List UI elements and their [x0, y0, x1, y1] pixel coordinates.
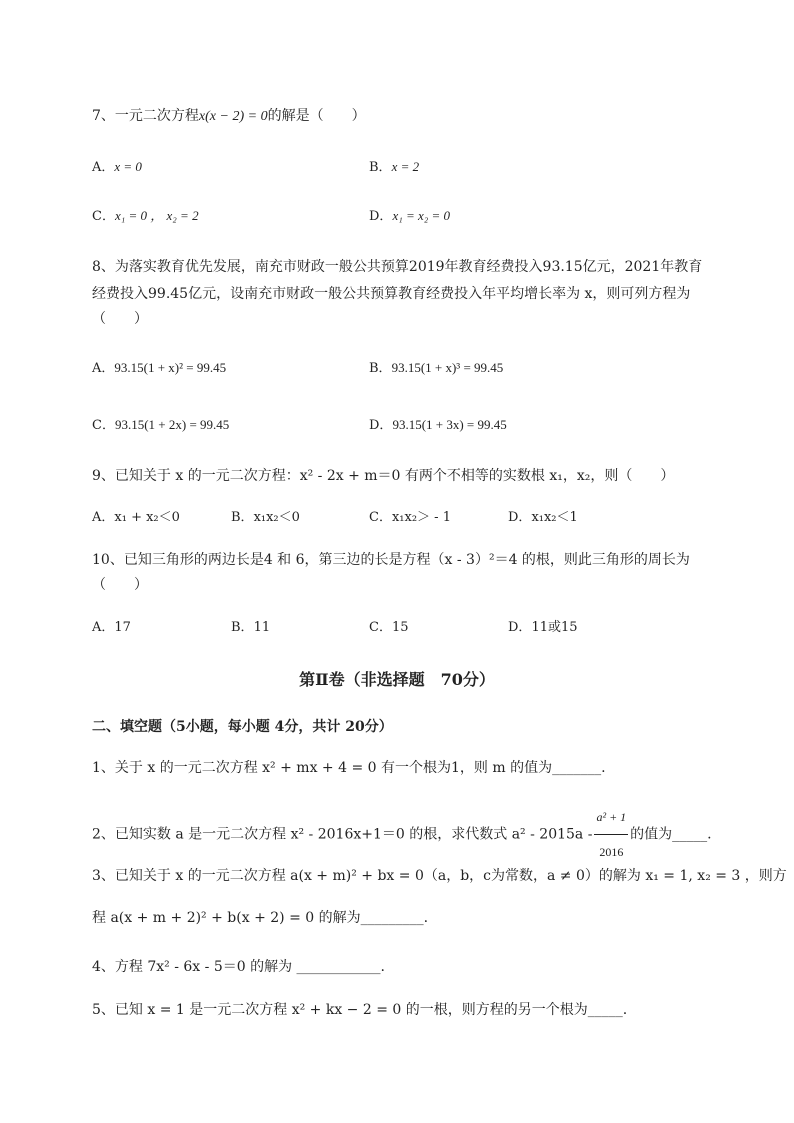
q8-option-c: C．93.15(1 + 2x) = 99.45 [92, 417, 230, 433]
q9-option-c: C．x₁x₂＞ - 1 [369, 510, 451, 525]
fill-q5: 5、已知 x = 1 是一元二次方程 x² + kx − 2 = 0 的一根，则方程的另一个根为_____. [92, 1002, 628, 1018]
q9-option-d: D．x₁x₂＜1 [508, 510, 578, 525]
q10-option-d: D．11或15 [508, 620, 578, 635]
q8-option-a: A．93.15(1 + x)² = 99.45 [92, 360, 227, 376]
q10-option-b: B．11 [231, 620, 271, 635]
q7-option-c: C．x₁ = 0 ， x₂ = 2 [92, 208, 199, 224]
q9-stem: 9、已知关于 x 的一元二次方程：x² - 2x + m＝0 有两个不相等的实数根 x₁，x₂，则（ ） [92, 468, 675, 484]
q7-option-a: A．x = 0 [92, 159, 142, 175]
fill-q3-line1: 3、已知关于 x 的一元二次方程 a(x + m)² + bx = 0（a，b，c为常数，a ≠ 0）的解为 x₁ = 1, x₂ = 3 ，则方 [92, 868, 787, 884]
q10-stem-line2: （ ） [92, 577, 148, 593]
q8-stem-line2: 经费投入99.45亿元，设南充市财政一般公共预算教育经费投入年平均增长率为 x，则可列方程为 [92, 286, 691, 302]
q8-option-b: B．93.15(1 + x)³ = 99.45 [369, 360, 504, 376]
q10-stem-line1: 10、已知三角形的两边长是4 和 6，第三边的长是方程（x - 3）²＝4 的根，则此三角形的周长为 [92, 552, 690, 568]
q10-option-a: A．17 [92, 620, 131, 635]
q8-option-d: D．93.15(1 + 3x) = 99.45 [369, 417, 507, 433]
q9-option-a: A．x₁ + x₂＜0 [92, 510, 180, 525]
q7-option-b: B．x = 2 [369, 159, 420, 175]
section2-heading: 二、填空题（5小题，每小题 4分，共计 20分） [92, 719, 393, 735]
fill-q2: 2、已知实数 a 是一元二次方程 x² - 2016x+1＝0 的根，求代数式 a² - 2015a - $\frac{\text{a² + 1}}{2016}$ 的值为_____. [92, 800, 712, 869]
q9-option-b: B．x₁x₂＜0 [231, 510, 300, 525]
q7-option-d: D．x₁ = x₂ = 0 [369, 208, 451, 224]
fill-q3-line2: 程 a(x + m + 2)² + b(x + 2) = 0 的解为_________. [92, 910, 429, 926]
fill-q1: 1、关于 x 的一元二次方程 x² + mx + 4 = 0 有一个根为1，则 m 的值为_______. [92, 760, 606, 776]
q8-stem-line1: 8、为落实教育优先发展，南充市财政一般公共预算2019年教育经费投入93.15亿元，2021年教育 [92, 259, 703, 275]
q8-stem-line3: （ ） [92, 311, 148, 327]
q7-stem: 7、一元二次方程x(x − 2) = 0的解是（ ） [92, 108, 366, 124]
fraction: $\frac{\text{a² + 1}}{2016}$ [594, 800, 628, 869]
q10-option-c: C．15 [369, 620, 409, 635]
part2-title: 第Ⅱ卷（非选择题 70分） [299, 670, 495, 689]
fill-q4: 4、方程 7x² - 6x - 5＝0 的解为 ____________. [92, 959, 386, 975]
